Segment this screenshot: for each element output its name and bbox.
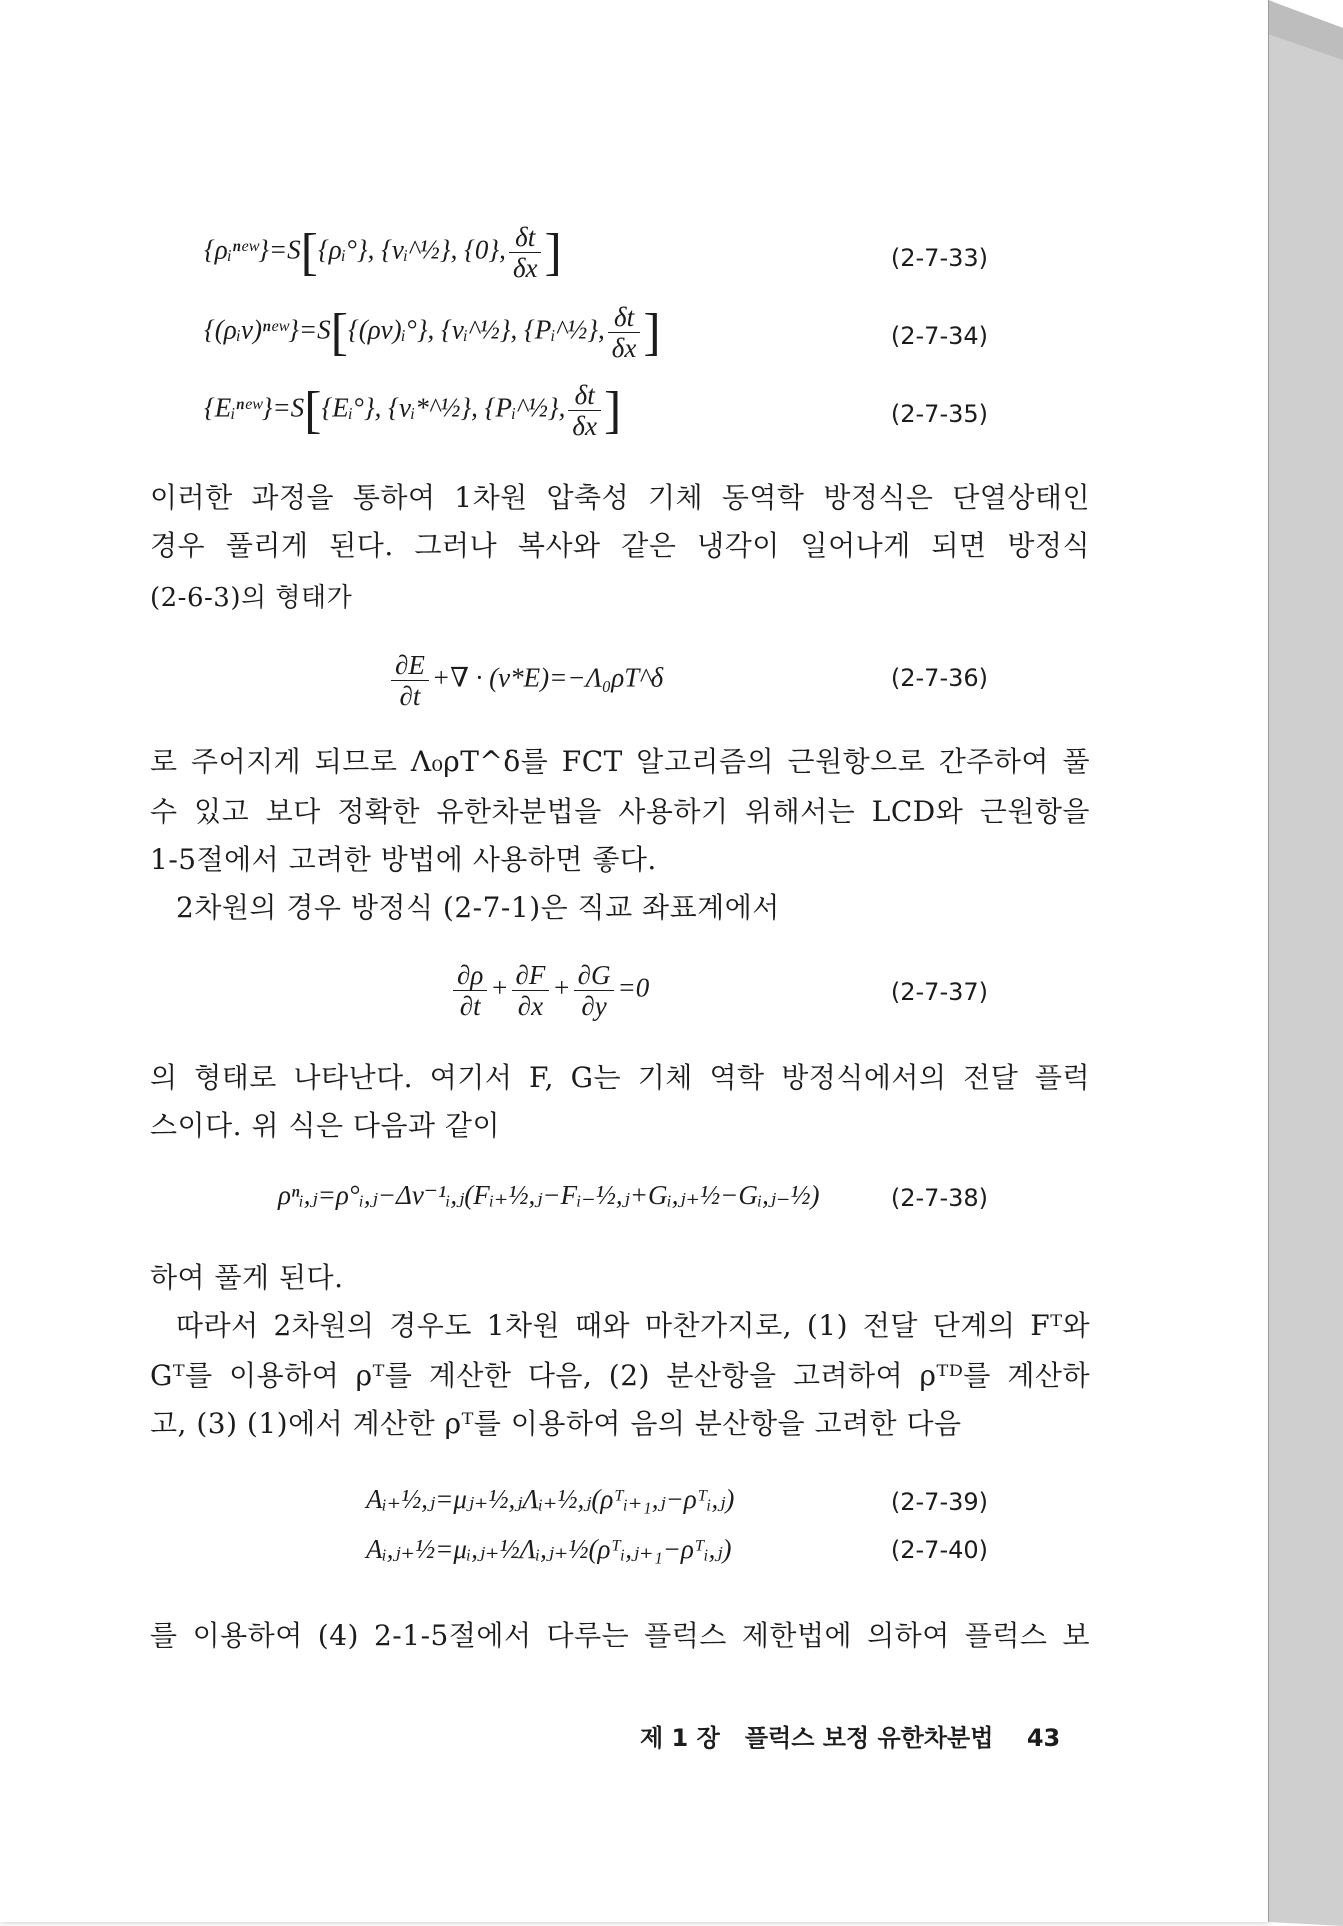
paragraph-line: 스이다. 위 식은 다음과 같이 — [150, 1109, 501, 1142]
paragraph-line: Gᵀ를 이용하여 ρᵀ를 계산한 다음, (2) 분산항을 고려하여 ρᵀᴰ를 계산하 — [150, 1359, 1090, 1392]
equation-number-2-7-34: (2-7-34) — [890, 322, 988, 350]
equation-2-7-38: ρⁿᵢ,ⱼ=ρ°ᵢ,ⱼ−Δv⁻¹ᵢ,ⱼ(Fᵢ₊½,ⱼ−Fᵢ₋½,ⱼ+Gᵢ,ⱼ₊½−Gᵢ,ⱼ₋½) — [278, 1180, 820, 1210]
equation-2-7-39: Aᵢ₊½,ⱼ=μⱼ₊½,ⱼΛᵢ₊½,ⱼ(ρᵀᵢ₊₁,ⱼ−ρᵀᵢ,ⱼ) — [366, 1484, 735, 1514]
equation-number-2-7-36: (2-7-36) — [890, 664, 988, 692]
equation-number-2-7-37: (2-7-37) — [890, 978, 988, 1006]
paragraph-line: 수 있고 보다 정확한 유한차분법을 사용하기 위해서는 LCD와 근원항을 — [150, 795, 1090, 828]
equation-number-2-7-33: (2-7-33) — [890, 244, 988, 272]
paragraph-line: 를 이용하여 (4) 2-1-5절에서 다루는 플럭스 제한법에 의하여 플럭스 보 — [150, 1619, 1090, 1652]
paragraph-line: 고, (3) (1)에서 계산한 ρᵀ를 이용하여 음의 분산항을 고려한 다음 — [150, 1407, 962, 1440]
book-spine — [1268, 0, 1343, 1926]
equation-number-2-7-35: (2-7-35) — [890, 400, 988, 428]
paragraph-line: 경우 풀리게 된다. 그러나 복사와 같은 냉각이 일어나게 되면 방정식 — [150, 529, 1090, 562]
equation-2-7-37: $\frac{\partial\rho}{\partial t}$ + $\frac{\partial F}{\partial x}$ + $\frac{\partial G}{\partial y}$ =0 — [450, 960, 649, 1021]
equation-2-7-36: $\frac{\partial E}{\partial t}$ +∇ · (v*E)=−Λ₀ρT^δ — [388, 650, 663, 711]
paragraph-line: 하여 풀게 된다. — [150, 1261, 344, 1294]
paragraph-line: 의 형태로 나타난다. 여기서 F, G는 기체 역학 방정식에서의 전달 플럭 — [150, 1061, 1090, 1094]
page-footer — [640, 1718, 1060, 1753]
equation-number-2-7-40: (2-7-40) — [890, 1536, 988, 1564]
paragraph-line: 이러한 과정을 통하여 1차원 압축성 기체 동역학 방정식은 단열상태인 — [150, 481, 1090, 514]
equation-number-2-7-39: (2-7-39) — [890, 1488, 988, 1516]
equation-2-7-33: {ρᵢⁿᵉʷ}=S[{ρᵢ°}, {vᵢ^½}, {0}, $\frac{\delta t}{\delta x}$ ] — [204, 222, 562, 283]
equation-2-7-34: {(ρᵢv)ⁿᵉʷ}=S[{(ρv)ᵢ°}, {vᵢ^½}, {Pᵢ^½}, $\frac{\delta t}{\delta x}$ ] — [204, 302, 661, 363]
chapter-title: 플럭스 보정 유한차분법 — [744, 1724, 994, 1752]
chapter-label: 제 1 장 — [640, 1724, 720, 1752]
paragraph-line: 로 주어지게 되므로 Λ₀ρT^δ를 FCT 알고리즘의 근원항으로 간주하여 풀 — [150, 745, 1090, 778]
equation-number-2-7-38: (2-7-38) — [890, 1184, 988, 1212]
paragraph-line: 따라서 2차원의 경우도 1차원 때와 마찬가지로, (1) 전달 단계의 Fᵀ와 — [176, 1309, 1090, 1342]
paragraph-line: 2차원의 경우 방정식 (2-7-1)은 직교 좌표계에서 — [176, 891, 780, 924]
paragraph-line: 1-5절에서 고려한 방법에 사용하면 좋다. — [150, 843, 657, 876]
page-number: 43 — [1026, 1724, 1061, 1752]
equation-2-7-40: Aᵢ,ⱼ₊½=μᵢ,ⱼ₊½Λᵢ,ⱼ₊½(ρᵀᵢ,ⱼ₊₁−ρᵀᵢ,ⱼ) — [366, 1534, 732, 1564]
paragraph-line: (2-6-3)의 형태가 — [150, 583, 353, 613]
equation-2-7-35: {Eᵢⁿᵉʷ}=S[{Eᵢ°}, {vᵢ*^½}, {Pᵢ^½}, $\frac{\delta t}{\delta x}$ ] — [204, 380, 622, 441]
